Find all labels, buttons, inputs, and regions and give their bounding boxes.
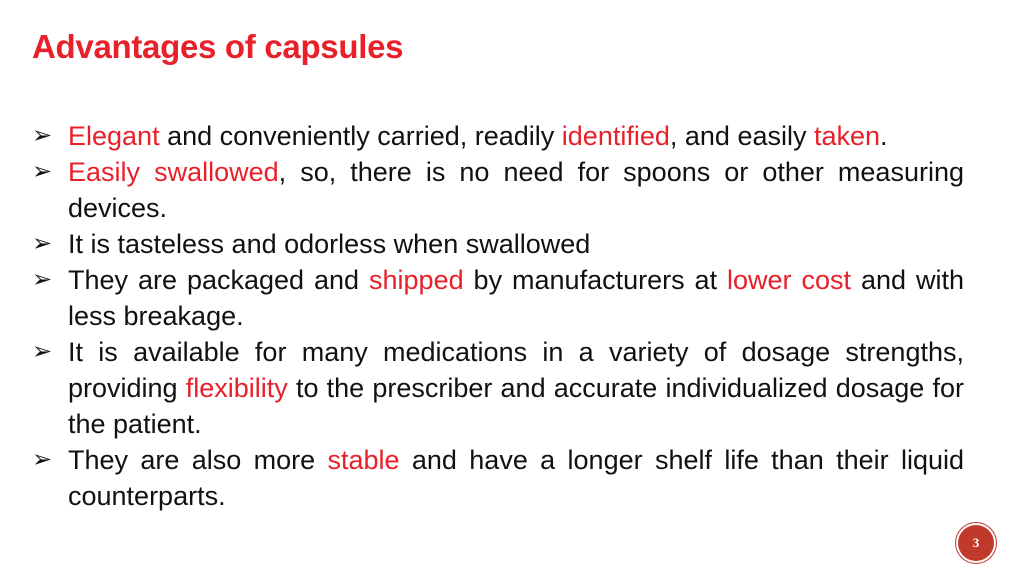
arrow-bullet-icon: ➢ bbox=[32, 338, 53, 365]
bullet-item bbox=[32, 154, 964, 226]
bullet-text: to the prescriber and accurate individualized dosage for the patient. bbox=[68, 373, 965, 439]
bullet-text: and conveniently carried, readily bbox=[159, 121, 562, 151]
bullet-item bbox=[32, 262, 964, 334]
bullet-text: and have a longer shelf life than their liquid counterparts. bbox=[68, 445, 964, 511]
arrow-bullet-icon: ➢ bbox=[32, 266, 53, 293]
bullet-list bbox=[32, 118, 964, 514]
arrow-bullet-icon: ➢ bbox=[32, 122, 53, 149]
bullet-item bbox=[32, 226, 964, 262]
bullet-item bbox=[32, 442, 964, 514]
arrow-bullet-icon: ➢ bbox=[32, 158, 53, 185]
highlighted-text: identified bbox=[561, 121, 670, 151]
arrow-bullet-icon: ➢ bbox=[32, 230, 53, 257]
bullet-item bbox=[32, 118, 964, 154]
slide-title: Advantages of capsules bbox=[32, 28, 404, 65]
highlighted-text: taken bbox=[813, 121, 881, 151]
bullet-text: It is tasteless and odorless when swallowed bbox=[68, 229, 591, 259]
page-number-badge bbox=[958, 525, 994, 561]
highlighted-text: shipped bbox=[369, 265, 464, 295]
bullet-item bbox=[32, 334, 964, 442]
bullet-text: They are also more bbox=[68, 445, 328, 475]
highlighted-text: lower cost bbox=[727, 265, 852, 295]
bullet-text: They are packaged and bbox=[68, 265, 370, 295]
highlighted-text: stable bbox=[327, 445, 400, 475]
bullet-text: and with less breakage. bbox=[68, 265, 964, 331]
highlighted-text: flexibility bbox=[185, 373, 288, 403]
bullet-text: by manufacturers at bbox=[463, 265, 728, 295]
bullet-text: . bbox=[880, 121, 888, 151]
highlighted-text: Elegant bbox=[68, 121, 160, 151]
bullet-text: , and easily bbox=[669, 121, 814, 151]
page-number: 3 bbox=[972, 535, 980, 550]
arrow-bullet-icon: ➢ bbox=[32, 446, 53, 473]
highlighted-text: Easily swallowed bbox=[68, 157, 279, 187]
bullet-text: It is available for many medications in a variety of dosage strengths, providing bbox=[68, 337, 964, 403]
bullet-text: , so, there is no need for spoons or other measuring devices. bbox=[68, 157, 964, 223]
